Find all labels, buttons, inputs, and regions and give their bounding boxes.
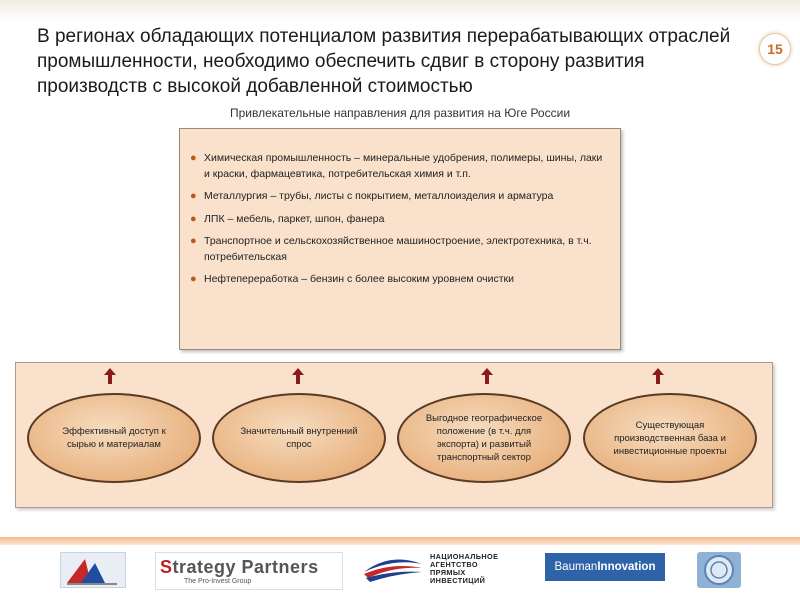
strategy-partners-brand bbox=[160, 557, 319, 578]
bullet-icon: ● bbox=[190, 235, 197, 247]
regional-emblem-icon bbox=[61, 553, 125, 587]
agency-line-1: НАЦИОНАЛЬНОЕ bbox=[430, 552, 499, 561]
strategy-partners-rest: trategy Partners bbox=[172, 557, 319, 577]
directions-box bbox=[179, 128, 621, 350]
arrow-up-icon bbox=[104, 368, 116, 384]
agency-name bbox=[430, 553, 498, 585]
direction-text: Транспортное и сельскохозяйственное машиностроение, электротехника, в т.ч. потребительская bbox=[204, 235, 592, 263]
page-number-badge: 15 bbox=[759, 33, 791, 65]
strategy-partners-s: S bbox=[160, 557, 173, 577]
agency-line-2: АГЕНТСТВО bbox=[430, 560, 478, 569]
bauman-innovation-logo bbox=[545, 553, 665, 581]
arrow-up-icon bbox=[652, 368, 664, 384]
direction-item bbox=[190, 212, 610, 228]
seal-emblem-icon bbox=[697, 552, 741, 588]
factor-raw-materials: Эффективный доступ к сырью и материалам bbox=[27, 393, 201, 483]
regional-logo bbox=[60, 552, 126, 588]
bauman-part2: Innovation bbox=[597, 561, 656, 573]
direction-item bbox=[190, 234, 610, 265]
slide-title: В регионах обладающих потенциалом развития перерабатывающих отраслей промышленности, необходимо обеспечить сдвиг в сторону развития производств с высокой добавленной стоимостью bbox=[37, 26, 731, 97]
strategy-partners-subtitle: The Pro-Invest Group bbox=[184, 578, 252, 585]
arrow-up-icon bbox=[292, 368, 304, 384]
bauman-part1: Bauman bbox=[554, 561, 598, 573]
agency-swoosh-icon bbox=[360, 552, 426, 586]
top-gradient bbox=[0, 0, 800, 22]
direction-item bbox=[190, 151, 610, 182]
direction-text: Химическая промышленность – минеральные удобрения, полимеры, шины, лаки и краски, фармацевтика, потребительская химия и т.п. bbox=[204, 152, 603, 180]
national-agency-logo bbox=[360, 552, 528, 588]
direction-text: Металлургия – трубы, листы с покрытием, металлоизделия и арматура bbox=[204, 190, 554, 202]
strategy-partners-logo bbox=[155, 552, 343, 590]
directions-subtitle: Привлекательные направления для развития на Юге России bbox=[229, 106, 571, 120]
arrow-up-icon bbox=[481, 368, 493, 384]
direction-text: Нефтепереработка – бензин с более высоким уровнем очистки bbox=[204, 273, 515, 285]
bullet-icon: ● bbox=[190, 212, 197, 225]
factor-production-base: Существующая производственная база и инвестиционные проекты bbox=[583, 393, 757, 483]
bullet-icon: ● bbox=[190, 190, 197, 202]
footer-bar bbox=[0, 537, 800, 545]
factor-geography-transport: Выгодное географическое положение (в т.ч. для экспорта) и развитый транспортный сектор bbox=[397, 393, 571, 483]
directions-list bbox=[180, 129, 620, 288]
agency-line-4: ИНВЕСТИЦИЙ bbox=[430, 576, 486, 585]
agency-line-3: ПРЯМЫХ bbox=[430, 568, 466, 577]
bullet-icon: ● bbox=[190, 152, 197, 164]
bullet-icon: ● bbox=[190, 273, 197, 285]
direction-item bbox=[190, 189, 610, 205]
factor-domestic-demand: Значительный внутренний спрос bbox=[212, 393, 386, 483]
university-seal-logo bbox=[697, 552, 741, 588]
direction-text: ЛПК – мебель, паркет, шпон, фанера bbox=[204, 212, 385, 225]
direction-item bbox=[190, 272, 610, 288]
